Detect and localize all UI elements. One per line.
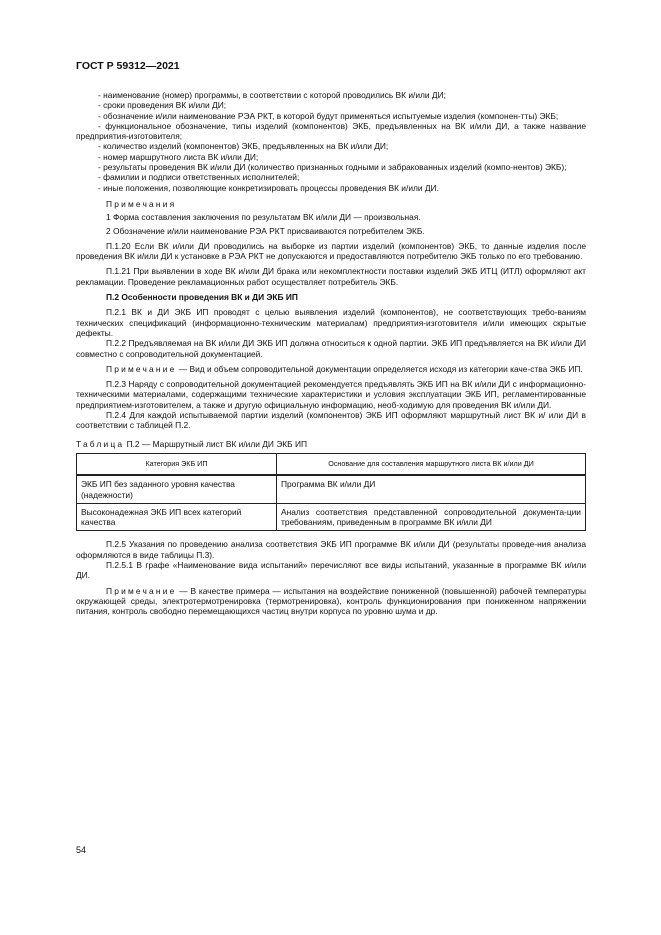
- list-item: - иные положения, позволяющие конкретизировать процессы проведения ВК и/или ДИ.: [98, 182, 439, 193]
- list-item: - функциональное обозначение, типы изделий (компонентов) ЭКБ, предъявленных на ВК и/или ДИ, а также название предприятия-изготовителя;: [76, 120, 586, 142]
- list-item: - обозначение и/или наименование РЭА РКТ, в которой будут применяться испытуемые изделия (компонен-тты) ЭКБ;: [98, 110, 559, 121]
- document-body: [76, 90, 586, 616]
- paragraph-p1-21: П.1.21 При выявлении в ходе ВК и/или ДИ брака или некомплектности поставки изделий ЭКБ ИТЦ (ИТЛ) оформляют акт рекламации. Проведение рекламационных работ осуществляет потребитель ЭКБ.: [76, 266, 586, 287]
- section-heading-p2: П.2 Особенности проведения ВК и ДИ ЭКБ ИП: [106, 292, 298, 303]
- note-text: — В качестве примера — испытания на воздействие пониженной (повышенной) рабочей температуры окружающей среды, электротермотренировка (термотренировка), контроль функционирования при пониженном напряжении питания, контроль свободно перемещающихся частиц внутри корпуса по уровню шума и др.: [76, 585, 586, 617]
- table-cell: Анализ соответствия представленной сопроводительной документа-ции требованиям, приведенным в программе ВК и/или ДИ: [277, 503, 586, 531]
- document-id: ГОСТ Р 59312—2021: [76, 60, 180, 72]
- table-row: [77, 503, 586, 531]
- note-text: — Вид и объем сопроводительной документации определяется исходя из категории каче-ства ЭКБ ИП.: [176, 363, 583, 374]
- list-item: - фамилии и подписи ответственных исполнителей;: [98, 172, 300, 183]
- table-caption-text: П.2 — Маршрутный лист ВК и/или ДИ ЭКБ ИП: [124, 438, 308, 449]
- table-cell: Программа ВК и/или ДИ: [277, 475, 586, 503]
- table-row: [77, 475, 586, 503]
- page-number: 54: [76, 845, 87, 855]
- list-item: - количество изделий (компонентов) ЭКБ, предъявленных на ВК и/или ДИ;: [98, 141, 389, 152]
- paragraph-p2-5-1: П.2.5.1 В графе «Наименование вида испытаний» перечисляют все виды испытаний, указанные в программе ВК и/или ДИ.: [76, 559, 586, 581]
- note-item: 1 Форма составления заключения по результатам ВК и/или ДИ — произвольная.: [106, 212, 421, 223]
- route-sheet-table: [76, 453, 586, 531]
- table-cell: Высоконадежная ЭКБ ИП всех категорий качества: [77, 503, 277, 531]
- paragraph-p2-3: П.2.3 Наряду с сопроводительной документацией рекомендуется предъявлять ЭКБ ИП на ВК и/или ДИ с информационно-техническими материалами, содержащими технические характеристики и условия эксплуатации ЭКБ ИП, регламентированные предприятием-изготовителем, а также и другую официальную информацию, необ-ходимую для проведения ВК и/или ДИ.: [76, 379, 586, 410]
- table-caption: [76, 439, 586, 449]
- table-header-cell: Основание для составления маршрутного листа ВК и/или ДИ: [277, 453, 586, 475]
- paragraph-p2-2: П.2.2 Предъявляемая на ВК и/или ДИ ЭКБ ИП должна относиться к одной партии. ЭКБ ИП предъявляется на ВК и/или ДИ совместно с сопроводительной документацией.: [76, 338, 586, 359]
- list-item: - номер маршрутного листа ВК и/или ДИ;: [98, 151, 259, 162]
- table-cell: ЭКБ ИП без заданного уровня качества (надежности): [77, 475, 277, 503]
- paragraph-p1-20: П.1.20 Если ВК и/или ДИ проводились на выборке из партии изделий (компонентов) ЭКБ, то данные изделия после проведения ВК и/или ДИ к установке в РЭА РКТ не допускаются и предоставляются потребителю ЭКБ только по его требованию.: [76, 240, 586, 262]
- list-item: - результаты проведения ВК и/или ДИ (количество признанных годными и забракованных изделий (компо-нентов) ЭКБ);: [98, 162, 567, 173]
- paragraph-p2-1: П.2.1 ВК и ДИ ЭКБ ИП проводят с целью выявления изделий (компонентов), не соответствующих требо-ваниям технических спецификаций (информационно-техническим материалам) предприятия-изготовителя и/или имеющих скрытые дефекты.: [76, 307, 586, 338]
- table-header-row: [77, 453, 586, 475]
- paragraph-p2-5: П.2.5 Указания по проведению анализа соответствия ЭКБ ИП программе ВК и/или ДИ (результаты проведе-ния анализа оформляются в виде таблицы П.3).: [76, 539, 586, 560]
- note-p2-2: [76, 364, 586, 374]
- table-header-cell: Категория ЭКБ ИП: [77, 453, 277, 475]
- list-item: - наименование (номер) программы, в соответствии с которой проводились ВК и/или ДИ;: [98, 90, 446, 100]
- note-p2-5-1: [76, 586, 586, 617]
- table-caption-label: Таблица: [76, 438, 125, 449]
- note-label: Примечание: [106, 585, 177, 596]
- paragraph-p2-4: П.2.4 Для каждой испытываемой партии изделий (компонентов) ЭКБ ИП оформляют маршрутный лист ВК и/ или ДИ в соответствии с таблицей П.2.: [76, 410, 586, 431]
- note-label: Примечание: [106, 363, 177, 374]
- note-item: 2 Обозначение и/или наименование РЭА РКТ присваиваются потребителем ЭКБ.: [106, 225, 425, 236]
- notes-title: Примечания: [106, 198, 177, 209]
- list-item: - сроки проведения ВК и/или ДИ;: [98, 100, 227, 111]
